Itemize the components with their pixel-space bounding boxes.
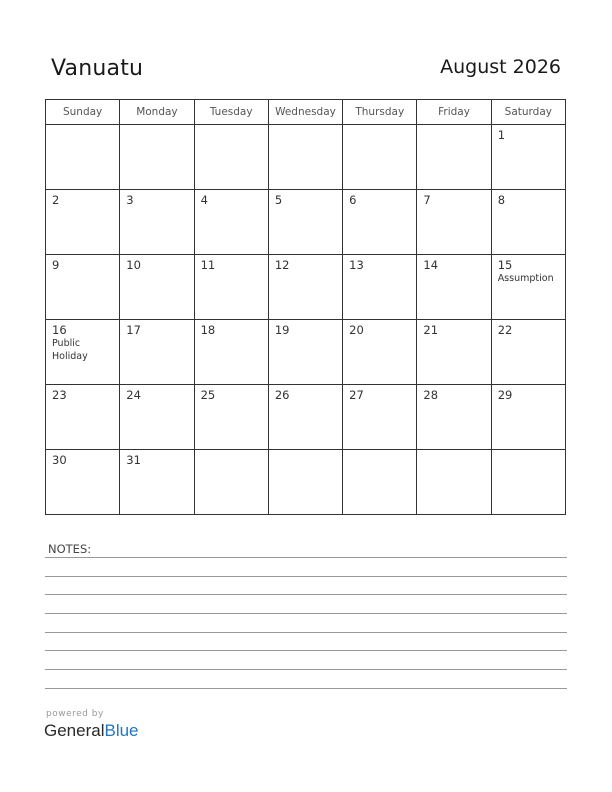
weekday-header: Saturday	[491, 100, 565, 125]
day-number: 30	[52, 453, 67, 467]
day-cell	[120, 385, 194, 450]
calendar-week-row	[46, 320, 566, 385]
day-cell	[194, 255, 268, 320]
brand-logo[interactable]	[44, 721, 139, 741]
calendar-week-row	[46, 190, 566, 255]
day-number: 16	[52, 323, 67, 337]
day-cell	[491, 320, 565, 385]
day-number: 14	[423, 258, 439, 272]
empty-day-cell	[343, 450, 417, 515]
weekday-header: Monday	[120, 100, 194, 125]
day-number: 21	[423, 323, 439, 337]
calendar-grid	[45, 99, 566, 515]
day-cell	[268, 320, 342, 385]
day-number: 11	[200, 258, 216, 272]
day-cell	[194, 190, 268, 255]
day-number: 25	[200, 388, 216, 402]
brand-blue: Blue	[104, 721, 139, 740]
notes-line	[45, 669, 567, 670]
notes-line	[45, 632, 567, 633]
day-cell	[343, 190, 417, 255]
day-cell	[120, 190, 194, 255]
day-cell	[417, 320, 491, 385]
day-cell	[46, 255, 120, 320]
day-number: 19	[274, 323, 290, 337]
day-number: 7	[423, 193, 431, 207]
day-cell	[46, 450, 120, 515]
weekday-header: Tuesday	[194, 100, 268, 125]
holiday-label: Assumption	[497, 273, 554, 284]
day-number: 26	[274, 388, 290, 402]
day-cell	[343, 255, 417, 320]
weekday-header-row	[46, 100, 566, 125]
notes-line	[45, 557, 567, 558]
day-number: 8	[497, 193, 506, 207]
empty-day-cell	[46, 125, 120, 190]
day-cell	[417, 255, 491, 320]
day-cell	[268, 190, 342, 255]
day-cell	[120, 450, 194, 515]
weekday-header: Friday	[417, 100, 491, 125]
day-number: 20	[349, 323, 364, 337]
day-number: 13	[349, 258, 364, 272]
calendar-week-row	[46, 385, 566, 450]
day-cell	[491, 125, 565, 190]
day-number: 18	[200, 323, 216, 337]
day-number: 12	[274, 258, 290, 272]
country-title: Vanuatu	[51, 56, 144, 81]
day-number: 29	[497, 388, 513, 402]
day-number: 24	[126, 388, 141, 402]
day-cell	[491, 385, 565, 450]
day-number: 22	[497, 323, 513, 337]
day-number: 31	[126, 453, 141, 467]
brand-general: General	[44, 721, 105, 740]
day-cell	[194, 320, 268, 385]
weekday-header: Thursday	[343, 100, 417, 125]
day-number: 4	[200, 193, 208, 207]
day-cell	[120, 320, 194, 385]
day-cell	[343, 320, 417, 385]
notes-line	[45, 650, 567, 651]
day-number: 1	[497, 128, 506, 142]
day-cell	[46, 320, 120, 385]
day-cell	[268, 255, 342, 320]
empty-day-cell	[268, 125, 342, 190]
day-number: 15	[497, 258, 513, 272]
day-number: 17	[126, 323, 141, 337]
calendar-week-row	[46, 125, 566, 190]
notes-line	[45, 594, 567, 595]
holiday-label: Holiday	[52, 351, 88, 362]
calendar-week-row	[46, 450, 566, 515]
holiday-label: Public	[52, 338, 81, 349]
notes-line	[45, 576, 567, 577]
weekday-header: Wednesday	[268, 100, 342, 125]
day-cell	[46, 190, 120, 255]
notes-line	[45, 688, 567, 689]
empty-day-cell	[194, 125, 268, 190]
day-cell	[417, 385, 491, 450]
notes-line	[45, 613, 567, 614]
powered-by-text: powered by	[46, 709, 104, 719]
month-year-title: August 2026	[440, 56, 561, 78]
day-number: 5	[274, 193, 283, 207]
day-cell	[343, 385, 417, 450]
empty-day-cell	[120, 125, 194, 190]
weekday-header: Sunday	[46, 100, 120, 125]
empty-day-cell	[491, 450, 565, 515]
day-number: 28	[423, 388, 439, 402]
day-cell	[268, 385, 342, 450]
day-cell	[491, 190, 565, 255]
day-cell	[491, 255, 565, 320]
day-number: 27	[349, 388, 364, 402]
empty-day-cell	[343, 125, 417, 190]
day-number: 23	[52, 388, 67, 402]
day-number: 3	[126, 193, 134, 207]
day-number: 9	[52, 258, 60, 272]
day-cell	[417, 190, 491, 255]
empty-day-cell	[417, 125, 491, 190]
day-cell	[46, 385, 120, 450]
day-cell	[120, 255, 194, 320]
day-number: 10	[126, 258, 141, 272]
empty-day-cell	[268, 450, 342, 515]
calendar-week-row	[46, 255, 566, 320]
notes-label: NOTES:	[48, 542, 92, 556]
day-cell	[194, 385, 268, 450]
empty-day-cell	[194, 450, 268, 515]
empty-day-cell	[417, 450, 491, 515]
day-number: 6	[349, 193, 357, 207]
day-number: 2	[52, 193, 60, 207]
